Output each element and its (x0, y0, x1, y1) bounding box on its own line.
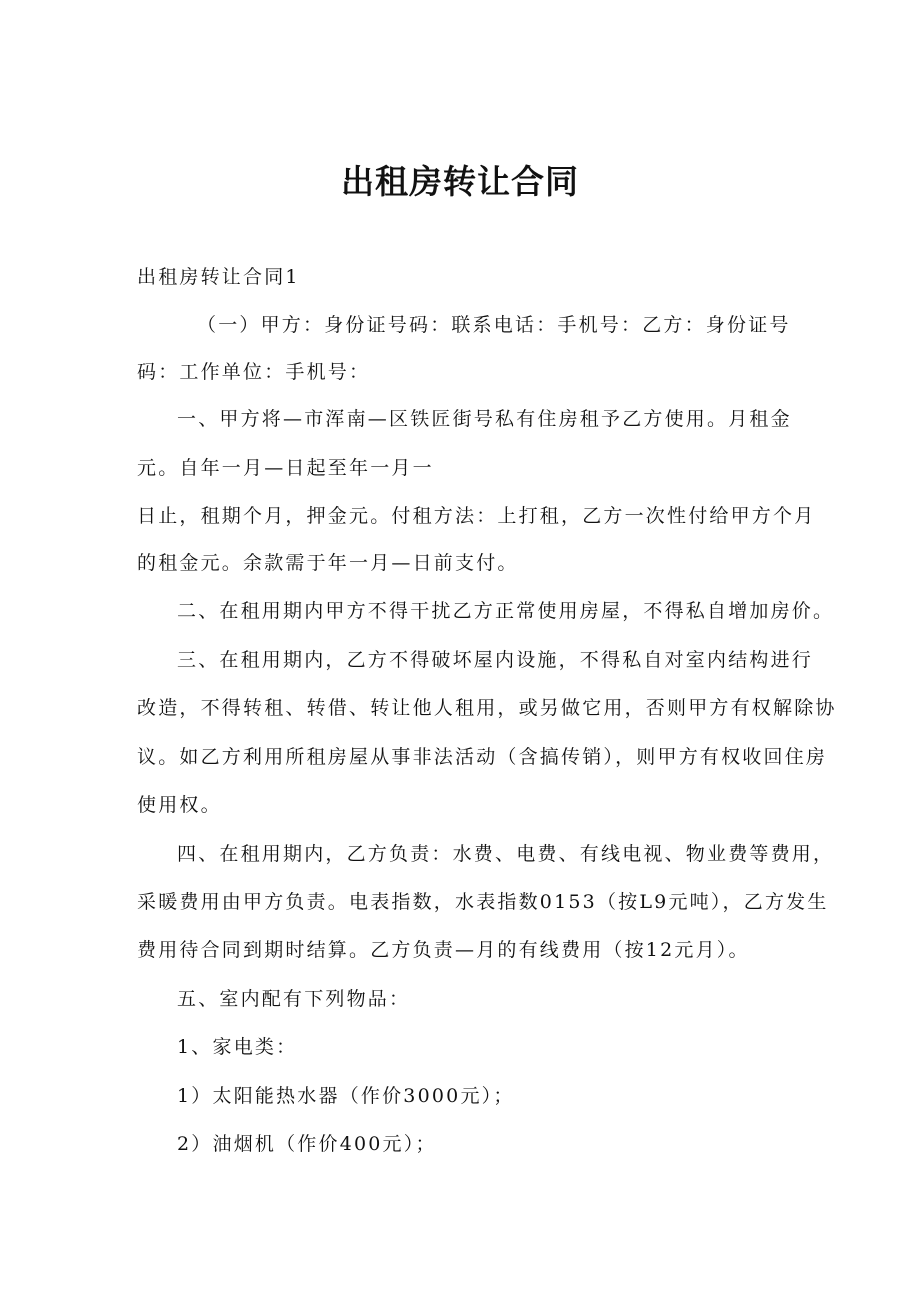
paragraph-line: 日止，租期个月，押金元。付租方法：上打租，乙方一次性付给甲方个月 (137, 505, 816, 527)
paragraph-line: 元。自年一月—日起至年一月一 (137, 457, 434, 479)
paragraph-line: 一、甲方将—市浑南—区铁匠街号私有住房租予乙方使用。月租金 (177, 408, 792, 430)
paragraph-line: 五、室内配有下列物品： (177, 988, 411, 1010)
paragraph-line: 使用权。 (137, 794, 222, 816)
paragraph-line: 四、在租用期内，乙方负责：水费、电费、有线电视、物业费等费用， (177, 843, 835, 865)
paragraph-line: 费用待合同到期时结算。乙方负责—月的有线费用（按12元月）。 (137, 939, 750, 961)
list-heading: 1、家电类： (177, 1036, 298, 1058)
paragraph-line: 三、在租用期内，乙方不得破坏屋内设施，不得私自对室内结构进行 (177, 649, 814, 671)
list-item: 1）太阳能热水器（作价3000元）； (177, 1085, 515, 1107)
paragraph-line: 改造，不得转租、转借、转让他人租用，或另做它用，否则甲方有权解除协 (137, 697, 837, 719)
paragraph-line: 议。如乙方利用所租房屋从事非法活动（含搞传销），则甲方有权收回住房 (137, 746, 828, 768)
document-subtitle: 出租房转让合同1 (137, 266, 300, 288)
paragraph-line: 码：工作单位：手机号： (137, 361, 371, 383)
document-title: 出租房转让合同 (341, 162, 579, 201)
paragraph-line: （一）甲方：身份证号码：联系电话：手机号：乙方：身份证号 (197, 314, 791, 336)
paragraph-line: 采暖费用由甲方负责。电表指数，水表指数0153（按L9元吨），乙方发生 (137, 891, 829, 913)
paragraph-line: 的租金元。余款需于年一月—日前支付。 (137, 552, 519, 574)
list-item: 2）油烟机（作价400元）； (177, 1133, 437, 1155)
paragraph-line: 二、在租用期内甲方不得干扰乙方正常使用房屋，不得私自增加房价。 (177, 600, 835, 622)
